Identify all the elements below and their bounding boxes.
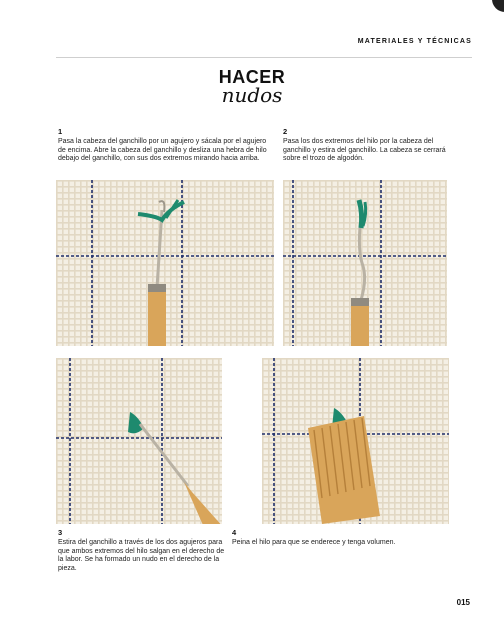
step-1-photo xyxy=(56,180,274,346)
step-1-number: 1 xyxy=(58,127,63,136)
corner-tab xyxy=(492,0,504,12)
step-4-text: Peina el hilo para que se enderece y tenga volumen. xyxy=(232,539,396,546)
step-1-text: Pasa la cabeza del ganchillo por un agujero y sácala por el agujero de encima. Abre la cabeza del ganchillo y desliza una hebra de hilo debajo del ganchillo, con sus dos extremos mirando hacia arriba. xyxy=(58,138,267,163)
page-title xyxy=(0,67,504,107)
step-4-photo xyxy=(262,358,449,524)
section-header: MATERIALES Y TÉCNICAS xyxy=(357,38,472,45)
step-3-text: Estira del ganchillo a través de los dos agujeros para que ambos extremos del hilo salgan en el derecho de la labor. Se ha formado un nudo en el derecho de la pieza. xyxy=(58,539,225,572)
title-main: HACER xyxy=(218,67,286,87)
header-rule xyxy=(56,57,472,58)
step-2-photo xyxy=(283,180,447,346)
step-2-text: Pasa los dos extremos del hilo por la cabeza del ganchillo y estira del ganchillo. La cabeza se cerrará sobre el trozo de algodón. xyxy=(283,138,446,163)
step-3-photo xyxy=(56,358,222,524)
step-2-number: 2 xyxy=(283,127,288,136)
title-script: nudos xyxy=(221,83,283,107)
step-4-number: 4 xyxy=(232,528,237,537)
step-3-number: 3 xyxy=(58,528,63,537)
page-number: 015 xyxy=(456,598,470,607)
